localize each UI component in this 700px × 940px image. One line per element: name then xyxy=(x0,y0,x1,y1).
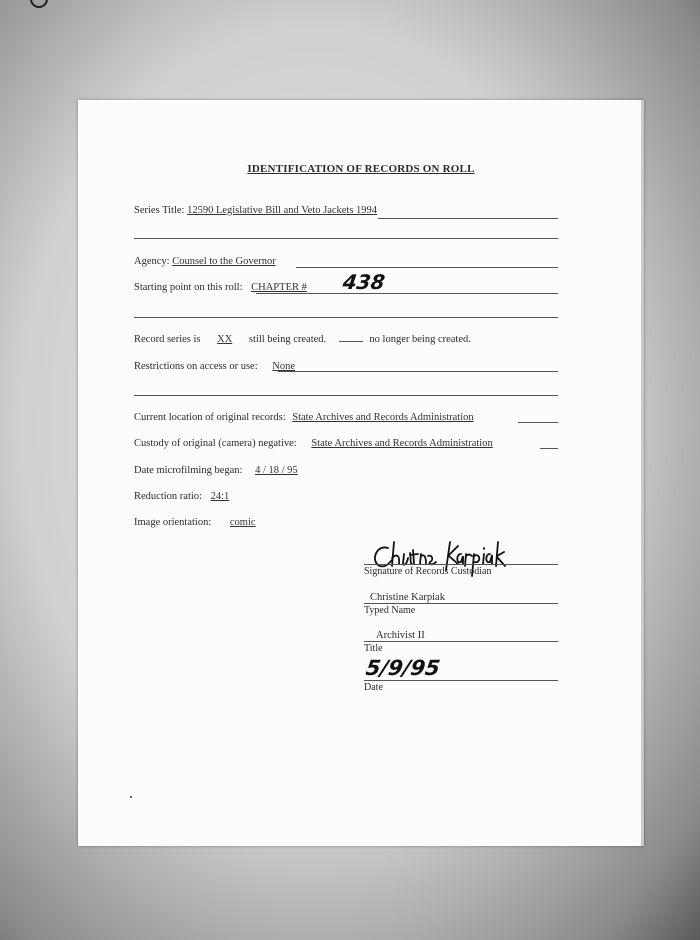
starting-point-value: CHAPTER # xyxy=(251,282,307,293)
agency-label: Agency: xyxy=(134,256,170,267)
no-longer-label: no longer being created. xyxy=(369,334,471,345)
signature-caption: Signature of Records Custodian xyxy=(364,566,492,577)
current-location-line xyxy=(518,422,558,423)
custody-line xyxy=(540,448,558,449)
restrictions-extra-line xyxy=(134,395,558,396)
agency-line xyxy=(296,267,558,268)
series-title-row xyxy=(134,205,377,219)
chapter-number-handwritten: 438 xyxy=(341,270,387,294)
still-created-label: still being created. xyxy=(248,334,327,345)
reduction-row xyxy=(134,491,243,505)
orientation-label: Image orientation: xyxy=(134,517,212,528)
record-series-row xyxy=(134,334,471,348)
typed-name-value: Christine Karpiak xyxy=(370,592,445,603)
paper-speck xyxy=(130,796,132,798)
series-title-extra-line xyxy=(134,238,558,239)
starting-point-line xyxy=(256,293,558,294)
custody-label: Custody of original (camera) negative: xyxy=(134,438,297,449)
series-title-line xyxy=(378,218,558,219)
restrictions-line xyxy=(278,371,558,372)
date-began-value: 4 / 18 / 95 xyxy=(255,465,298,476)
restrictions-row xyxy=(134,361,295,375)
date-line xyxy=(364,680,558,681)
form-sheet xyxy=(78,100,644,846)
current-location-row xyxy=(134,412,474,426)
restrictions-label: Restrictions on access or use: xyxy=(134,361,258,372)
restrictions-value: None xyxy=(272,361,296,372)
reduction-value: 24:1 xyxy=(210,491,230,502)
starting-point-label: Starting point on this roll: xyxy=(134,282,243,293)
title-value: Archivist II xyxy=(376,630,425,641)
film-corner-mark xyxy=(30,0,48,8)
typed-name-line xyxy=(364,603,558,604)
still-created-mark: XX xyxy=(217,334,233,345)
date-caption: Date xyxy=(364,682,383,693)
date-began-label: Date microfilming began: xyxy=(134,465,243,476)
current-location-value: State Archives and Records Administration xyxy=(292,412,474,423)
agency-value: Counsel to the Governor xyxy=(172,256,276,267)
date-began-row xyxy=(134,465,302,479)
no-longer-blank xyxy=(339,341,363,342)
series-title-label: Series Title: xyxy=(134,205,185,216)
current-location-label: Current location of original records: xyxy=(134,412,286,423)
form-title: IDENTIFICATION OF RECORDS ON ROLL xyxy=(247,163,475,175)
orientation-row xyxy=(134,517,268,531)
orientation-value: comic xyxy=(229,517,256,528)
custody-row xyxy=(134,438,493,452)
title-line xyxy=(364,641,558,642)
reduction-label: Reduction ratio: xyxy=(134,491,202,502)
title-caption: Title xyxy=(364,643,383,654)
signature-line xyxy=(364,564,558,565)
typed-name-caption: Typed Name xyxy=(364,605,416,616)
agency-row xyxy=(134,256,276,270)
record-series-label: Record series is xyxy=(134,334,201,345)
sheet-edge xyxy=(641,100,644,846)
starting-point-extra-line xyxy=(134,317,558,318)
custody-value: State Archives and Records Administration xyxy=(311,438,493,449)
date-handwritten: 5/9/95 xyxy=(364,656,442,680)
series-title-value: 12590 Legislative Bill and Veto Jackets 1994 xyxy=(187,205,378,216)
